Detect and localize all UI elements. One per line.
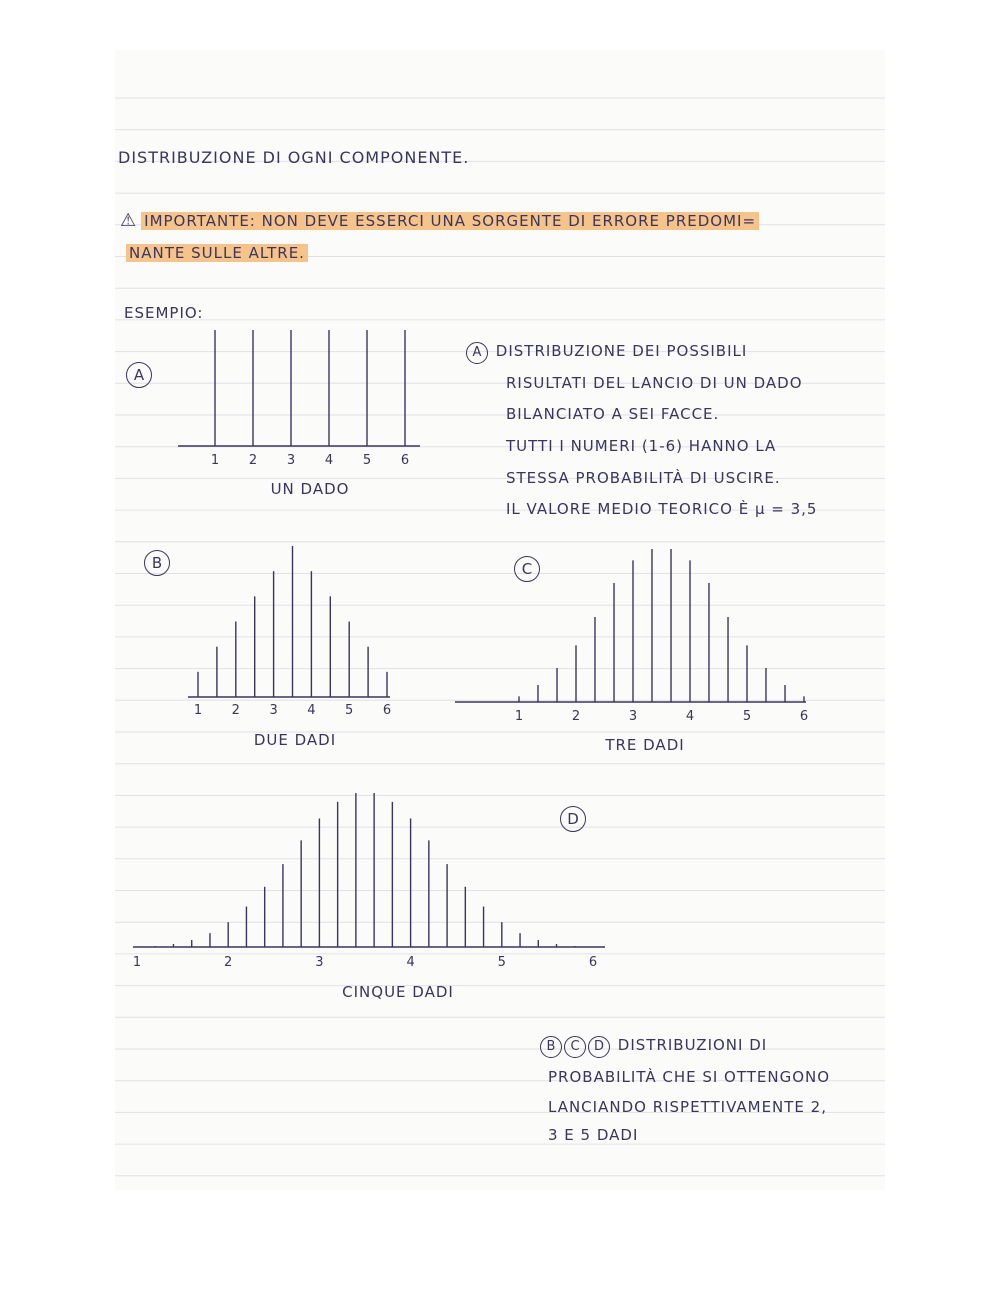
one-die-tick-label: 3 [286,453,296,468]
five-dice-tick-label: 6 [588,955,598,970]
note-bcd-line-2: PROBABILITÀ CHE SI OTTENGONO [548,1068,831,1086]
label-a: A [126,362,152,388]
note-a-line-3: BILANCIATO A SEI FACCE. [506,405,720,423]
two-dice-tick-label: 4 [307,703,316,718]
two-dice-tick-label: 6 [382,703,392,718]
note-a-line-6: IL VALORE MEDIO TEORICO È μ = 3,5 [506,500,818,518]
three-dice-tick-label: 2 [571,709,581,724]
two-dice-chart-title: DUE DADI [253,731,337,749]
five-dice-chart-title: CINQUE DADI [342,983,454,1001]
label-b: B [144,550,170,576]
three-dice-tick-label: 1 [514,709,524,724]
note-bcd-line-4: 3 E 5 DADI [548,1126,639,1144]
five-dice-tick-label: 3 [315,955,324,970]
five-dice-tick-label: 5 [497,955,506,970]
three-dice-chart-title: TRE DADI [605,736,685,754]
warning-text-2: NANTE SULLE ALTRE. [126,244,308,262]
note-a-line-1: A DISTRIBUZIONE DEI POSSIBILI [466,342,747,364]
note-a-line-4: TUTTI I NUMERI (1-6) HANNO LA [506,437,777,455]
note-a-line-2: RISULTATI DEL LANCIO DI UN DADO [506,374,803,392]
warning-text-1: IMPORTANTE: NON DEVE ESSERCI UNA SORGENTE DI ERRORE PREDOMI= [141,212,759,230]
example-label: ESEMPIO: [124,304,204,322]
label-d: D [560,806,586,832]
three-dice-tick-label: 5 [742,709,752,724]
page-heading: DISTRIBUZIONE DI OGNI COMPONENTE. [118,148,470,167]
two-dice-tick-label: 5 [345,703,354,718]
one-die-chart-title: UN DADO [270,480,350,498]
one-die-tick-label: 2 [248,453,258,468]
one-die-tick-label: 5 [362,453,372,468]
five-dice-tick-label: 1 [132,955,142,970]
one-die-tick-label: 1 [210,453,220,468]
five-dice-tick-label: 2 [224,955,233,970]
two-dice-tick-label: 3 [269,703,278,718]
one-die-tick-label: 4 [324,453,334,468]
three-dice-tick-label: 6 [799,709,809,724]
note-bcd-line-3: LANCIANDO RISPETTIVAMENTE 2, [548,1098,827,1116]
two-dice-tick-label: 1 [193,703,203,718]
warning-triangle-icon: ⚠ [120,210,138,231]
three-dice-tick-label: 3 [628,709,638,724]
five-dice-tick-label: 4 [406,955,415,970]
label-c: C [514,556,540,582]
three-dice-tick-label: 4 [685,709,695,724]
two-dice-tick-label: 2 [231,703,240,718]
note-a-line-5: STESSA PROBABILITÀ DI USCIRE. [506,469,781,487]
one-die-tick-label: 6 [400,453,410,468]
note-bcd-line-1: B C D DISTRIBUZIONI DI [540,1036,767,1058]
